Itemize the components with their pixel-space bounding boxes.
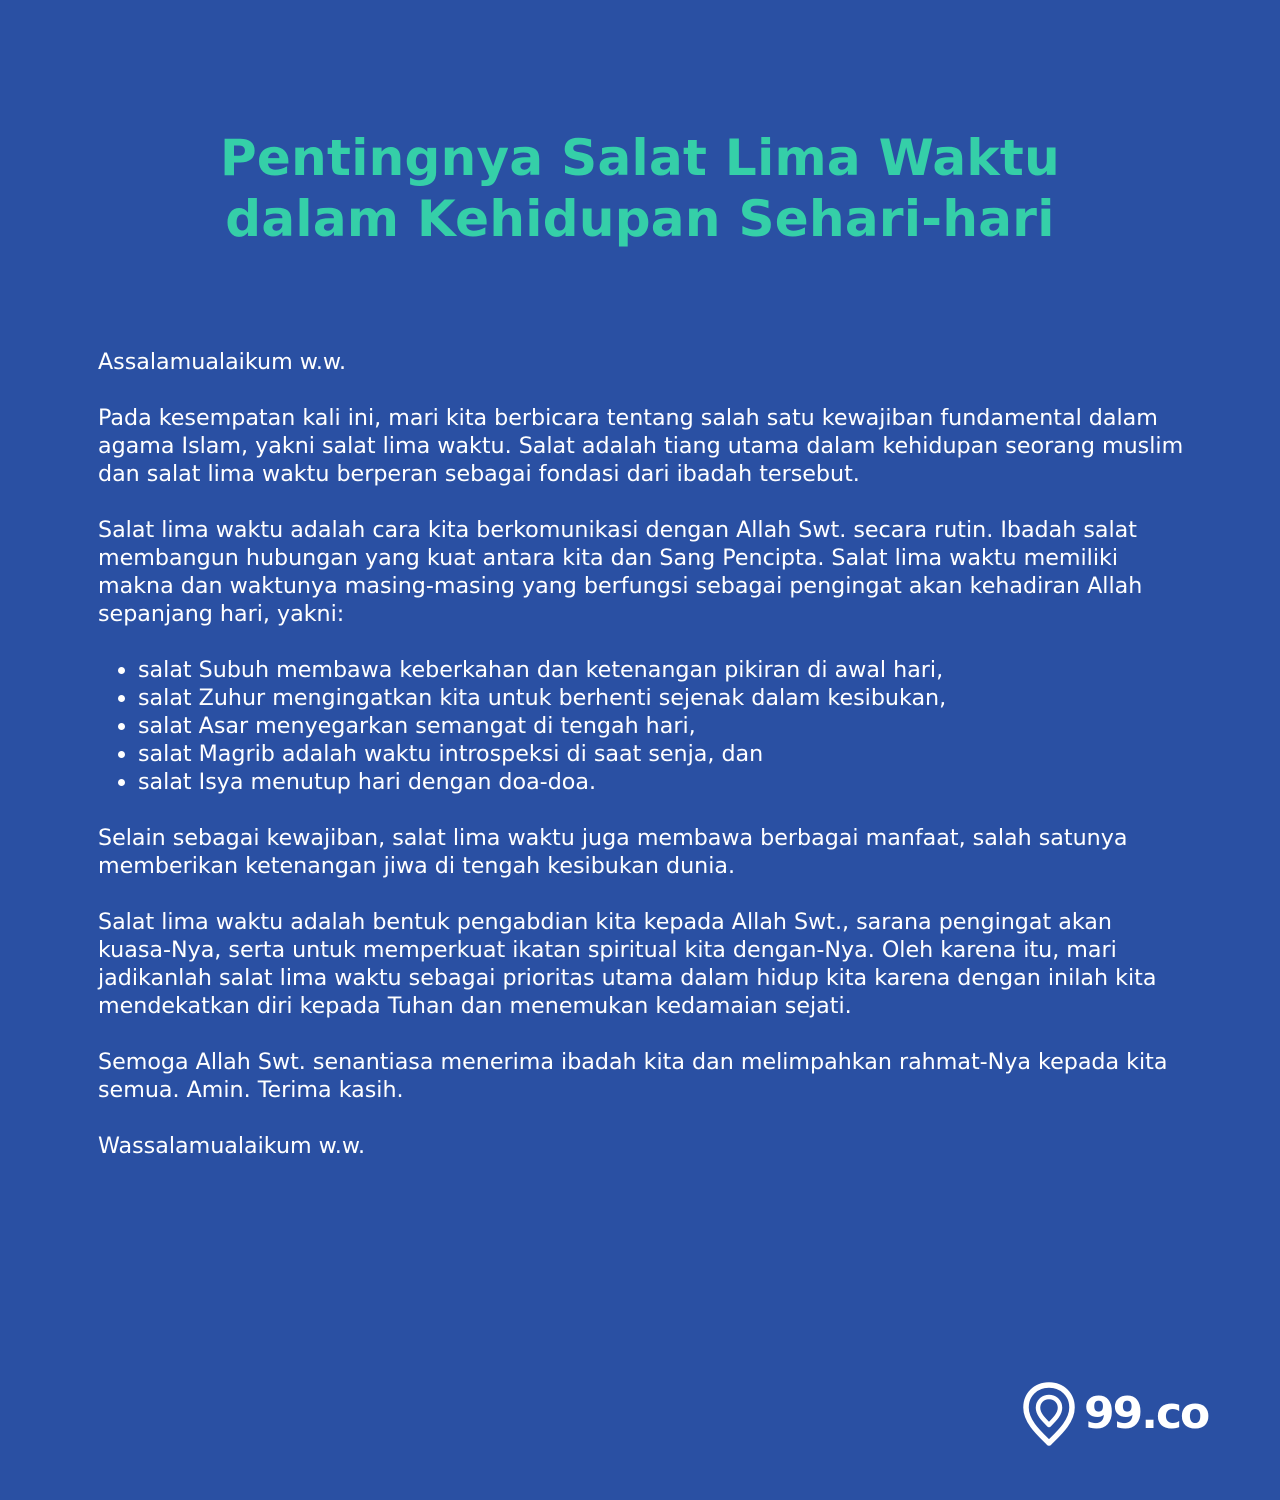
prayer-list: [98, 656, 1188, 796]
farewell: Wassalamualaikum w.w.: [98, 1133, 366, 1159]
logo-text: 99.co: [1084, 1388, 1209, 1439]
list-item: • salat Zuhur mengingatkan kita untuk berhenti sejenak dalam kesibukan,: [138, 684, 1188, 712]
paragraph-intro: Pada kesempatan kali ini, mari kita berbicara tentang salah satu kewajiban fundamental dalam agama Islam, yakni salat lima waktu. Salat adalah tiang utama dalam kehidupan seorang muslim dan salat lima waktu berperan sebagai fondasi dari ibadah tersebut.: [98, 405, 1184, 487]
paragraph-benefits: Selain sebagai kewajiban, salat lima waktu juga membawa berbagai manfaat, salah satunya memberikan ketenangan jiwa di tengah kesibukan dunia.: [98, 825, 1128, 879]
list-item: • salat Subuh membawa keberkahan dan ketenangan pikiran di awal hari,: [138, 656, 1188, 684]
list-item: • salat Asar menyegarkan semangat di tengah hari,: [138, 712, 1188, 740]
list-item: • salat Magrib adalah waktu introspeksi di saat senja, dan: [138, 740, 1188, 768]
paragraph-communication: Salat lima waktu adalah cara kita berkomunikasi dengan Allah Swt. secara rutin. Ibadah salat membangun hubungan yang kuat antara kita dan Sang Pencipta. Salat lima waktu memiliki makna dan waktunya masing-masing yang berfungsi sebagai pengingat akan kehadiran Allah sepanjang hari, yakni:: [98, 517, 1143, 627]
paragraph-devotion: Salat lima waktu adalah bentuk pengabdian kita kepada Allah Swt., sarana pengingat akan kuasa-Nya, serta untuk memperkuat ikatan spiritual kita dengan-Nya. Oleh karena itu, mari jadikanlah salat lima waktu sebagai prioritas utama dalam hidup kita karena dengan inilah kita mendekatkan diri kepada Tuhan dan menemukan kedamaian sejati.: [98, 909, 1157, 1019]
speech-body: [98, 348, 1188, 1188]
page-title: Pentingnya Salat Lima Waktu dalam Kehidupan Sehari-hari: [219, 129, 1061, 248]
greeting: Assalamualaikum w.w.: [98, 349, 347, 375]
paragraph-prayer: Semoga Allah Swt. senantiasa menerima ibadah kita dan melimpahkan rahmat-Nya kepada kita semua. Amin. Terima kasih.: [98, 1049, 1168, 1103]
list-item: • salat Isya menutup hari dengan doa-doa.: [138, 768, 1188, 796]
location-pin-icon: [1022, 1382, 1076, 1446]
brand-logo: [1022, 1380, 1209, 1450]
